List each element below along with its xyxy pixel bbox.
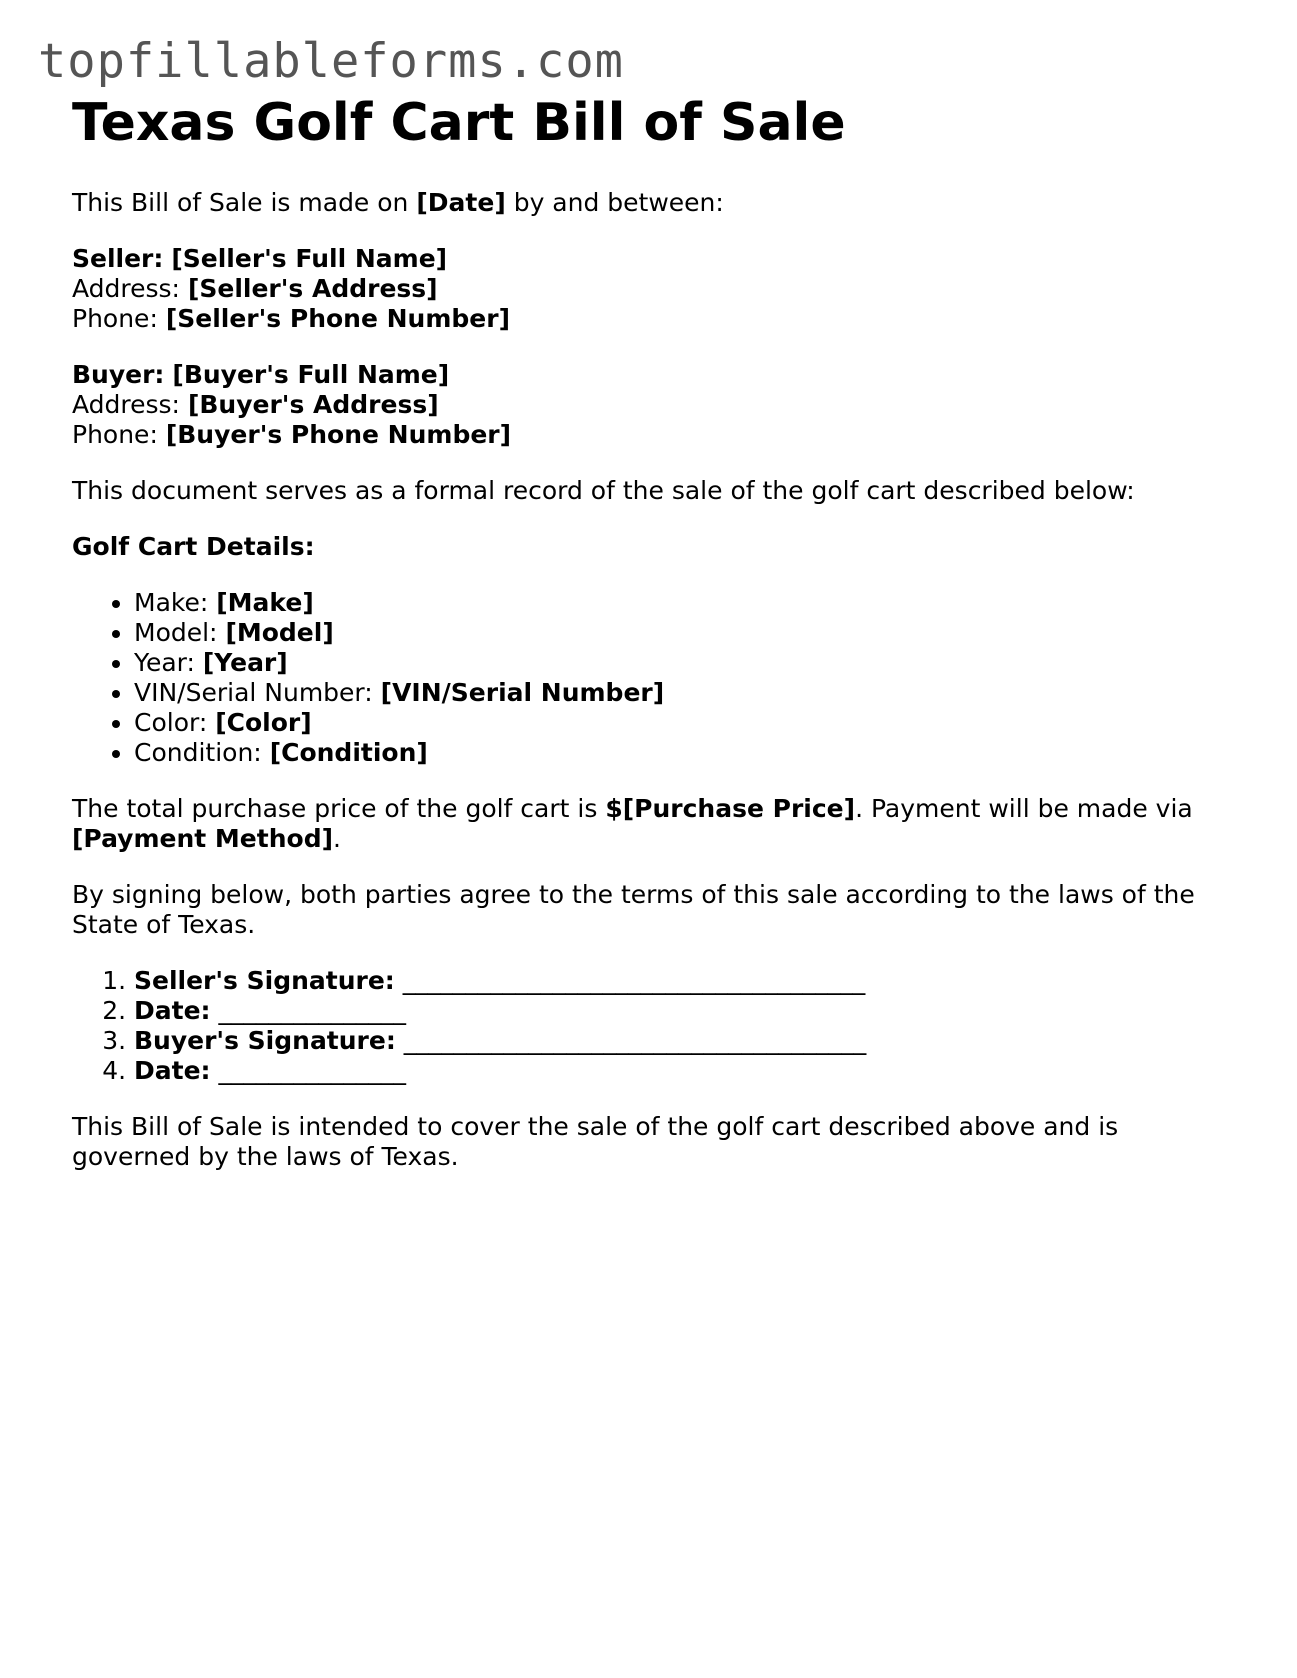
intro-paragraph [72, 188, 1222, 218]
details-heading [72, 532, 1222, 562]
seller-signature-item[interactable] [134, 966, 1222, 996]
seller-block [72, 244, 1222, 334]
detail-item-year [134, 648, 1222, 678]
buyer-name: [Buyer's Full Name] [172, 360, 450, 389]
intro-suffix: by and between: [505, 188, 724, 217]
price-suffix: . [333, 824, 341, 853]
detail-item-make [134, 588, 1222, 618]
closing-paragraph: This Bill of Sale is intended to cover the sale of the golf cart described above and is governed by the laws of Texas. [72, 1112, 1119, 1171]
buyer-signature-line[interactable]: _____________________________________ [403, 1026, 867, 1055]
document-body [72, 90, 1222, 1198]
purchase-price: $[Purchase Price] [605, 794, 856, 823]
seller-address: [Seller's Address] [187, 274, 438, 303]
detail-item-model [134, 618, 1222, 648]
detail-value: [Year] [202, 648, 288, 677]
price-prefix: The total purchase price of the golf cart is [72, 794, 606, 823]
buyer-label: Buyer: [72, 360, 165, 389]
seller-address-label: Address: [72, 274, 180, 303]
watermark: topfillableforms.com [38, 34, 624, 89]
seller-signature-line[interactable]: _____________________________________ [402, 966, 866, 995]
buyer-phone-label: Phone: [72, 420, 158, 449]
price-paragraph [72, 794, 1222, 854]
signature-label: Date: [134, 996, 211, 1025]
buyer-date-line[interactable]: _______________ [218, 1056, 406, 1085]
seller-label: Seller: [72, 244, 164, 273]
detail-value: [Condition] [269, 738, 428, 767]
payment-method: [Payment Method] [72, 824, 334, 853]
detail-item-color [134, 708, 1222, 738]
seller-phone: [Seller's Phone Number] [165, 304, 511, 333]
agreement-paragraph: By signing below, both parties agree to the terms of this sale according to the laws of the State of Texas. [72, 880, 1195, 939]
buyer-block [72, 360, 1222, 450]
detail-label: VIN/Serial Number: [134, 678, 373, 707]
buyer-signature-item[interactable] [134, 1026, 1222, 1056]
signature-list [72, 966, 1222, 1086]
detail-value: [Color] [215, 708, 312, 737]
buyer-phone: [Buyer's Phone Number] [165, 420, 512, 449]
buyer-date-item[interactable] [134, 1056, 1222, 1086]
record-statement: This document serves as a formal record of the sale of the golf cart described below: [72, 476, 1135, 505]
detail-label: Year: [134, 648, 195, 677]
seller-date-item[interactable] [134, 996, 1222, 1026]
detail-value: [VIN/Serial Number] [380, 678, 665, 707]
detail-item-condition [134, 738, 1222, 768]
detail-value: [Model] [225, 618, 334, 647]
date-placeholder: [Date] [416, 188, 506, 217]
details-heading-text: Golf Cart Details: [72, 532, 315, 561]
details-list [72, 588, 1222, 768]
detail-label: Model: [134, 618, 218, 647]
buyer-address: [Buyer's Address] [187, 390, 439, 419]
detail-label: Color: [134, 708, 208, 737]
signature-label: Buyer's Signature: [134, 1026, 396, 1055]
buyer-address-label: Address: [72, 390, 180, 419]
page-title: Texas Golf Cart Bill of Sale [72, 93, 846, 153]
detail-label: Make: [134, 588, 209, 617]
seller-name: [Seller's Full Name] [171, 244, 448, 273]
detail-label: Condition: [134, 738, 262, 767]
price-middle: . Payment will be made via [855, 794, 1193, 823]
seller-date-line[interactable]: _______________ [218, 996, 406, 1025]
intro-prefix: This Bill of Sale is made on [72, 188, 417, 217]
seller-phone-label: Phone: [72, 304, 158, 333]
detail-value: [Make] [216, 588, 314, 617]
signature-label: Seller's Signature: [134, 966, 395, 995]
detail-item-vin [134, 678, 1222, 708]
signature-label: Date: [134, 1056, 211, 1085]
